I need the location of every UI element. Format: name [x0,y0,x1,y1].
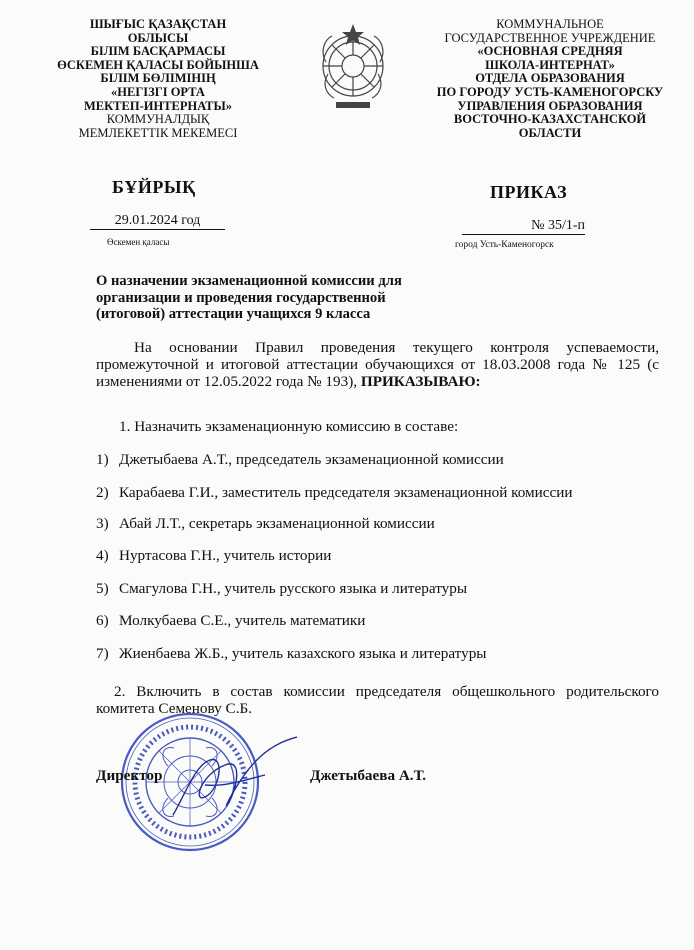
header-ru-line: «ОСНОВНАЯ СРЕДНЯЯ [477,44,623,59]
header-kz-line: БІЛІМ БАСҚАРМАСЫ [90,44,226,59]
item-1: 1. Назначить экзаменационную комиссию в составе: [119,418,459,435]
header-kz-subline: КОММУНАЛДЫҚ [106,112,210,127]
member-text: Нуртасова Г.Н., учитель истории [119,547,332,564]
member-text: Жиенбаева Ж.Б., учитель казахского языка и литературы [119,645,487,662]
header-ru-line: ОТДЕЛА ОБРАЗОВАНИЯ [475,71,625,86]
member-item [96,547,331,565]
member-number: 6) [96,612,109,629]
director-label: Директор [96,767,163,784]
signature-icon [165,735,300,830]
member-text: Смагулова Г.Н., учитель русского языка и литературы [119,580,468,597]
member-item [96,515,435,533]
member-number: 3) [96,515,109,532]
order-number: № 35/1-п [462,218,585,235]
city-kz: Өскемен қаласы [107,237,170,247]
item-2: 2. Включить в состав комиссии председателя общешкольного родительского комитета Семенову С.Б. [96,683,659,717]
preamble-text: На основании Правил проведения текущего контроля успеваемости, промежуточной и итоговой аттестации обучающихся от 18.03.2008 года № 125 (с изменениями от 12.05.2022 года № 193), [96,339,659,390]
header-kz-subline: МЕМЛЕКЕТТІК МЕКЕМЕСІ [78,125,238,140]
header-kz-line: ШЫҒЫС ҚАЗАҚСТАН [89,17,227,31]
header-kz-line: БІЛІМ БӨЛІМІНІҢ [100,71,216,86]
header-kz-line: ӨСКЕМЕН ҚАЛАСЫ БОЙЫНША [57,57,259,72]
state-emblem-icon [318,22,388,122]
member-number: 5) [96,580,109,597]
header-ru-subline: КОММУНАЛЬНОЕ [496,17,604,31]
header-ru-line: ОБЛАСТИ [518,125,582,140]
header-kz [52,18,264,140]
order-subject: О назначении экзаменационной комиссии для организации и проведения государственной (итоговой) аттестации учащихся 9 класса [96,273,402,323]
member-text: Карабаева Г.И., заместитель председателя экзаменационной комиссии [119,484,573,501]
member-number: 1) [96,451,109,468]
member-item [96,612,365,630]
header-ru [420,18,680,140]
member-item [96,580,467,598]
header-ru-line: ПО ГОРОДУ УСТЬ-КАМЕНОГОРСКУ [436,84,664,99]
member-text: Абай Л.Т., секретарь экзаменационной комиссии [119,515,435,532]
header-kz-line: ОБЛЫСЫ [127,30,189,45]
header-ru-subline: ГОСУДАРСТВЕННОЕ УЧРЕЖДЕНИЕ [444,30,656,45]
preamble [96,339,659,390]
header-kz-line: «НЕГІЗГІ ОРТА [111,84,205,99]
director-name: Джетыбаева А.Т. [310,767,427,784]
member-number: 7) [96,645,109,662]
member-item [96,645,487,663]
header-ru-line: ВОСТОЧНО-КАЗАХСТАНСКОЙ [453,112,647,127]
member-text: Молкубаева С.Е., учитель математики [119,612,366,629]
member-item [96,484,573,502]
header-ru-line: ШКОЛА-ИНТЕРНАТ» [485,57,615,72]
member-text: Джетыбаева А.Т., председатель экзаменационной комиссии [119,451,504,468]
title-kz: БҰЙРЫҚ [112,177,196,197]
city-ru: город Усть-Каменогорск [455,240,554,250]
member-number: 4) [96,547,109,564]
member-item [96,451,504,469]
title-ru: ПРИКАЗ [490,182,568,202]
member-number: 2) [96,484,109,501]
header-kz-line: МЕКТЕП-ИНТЕРНАТЫ» [83,98,233,113]
order-word: ПРИКАЗЫВАЮ: [360,373,481,390]
header-ru-line: УПРАВЛЕНИЯ ОБРАЗОВАНИЯ [457,98,643,113]
order-date: 29.01.2024 год [90,213,225,230]
